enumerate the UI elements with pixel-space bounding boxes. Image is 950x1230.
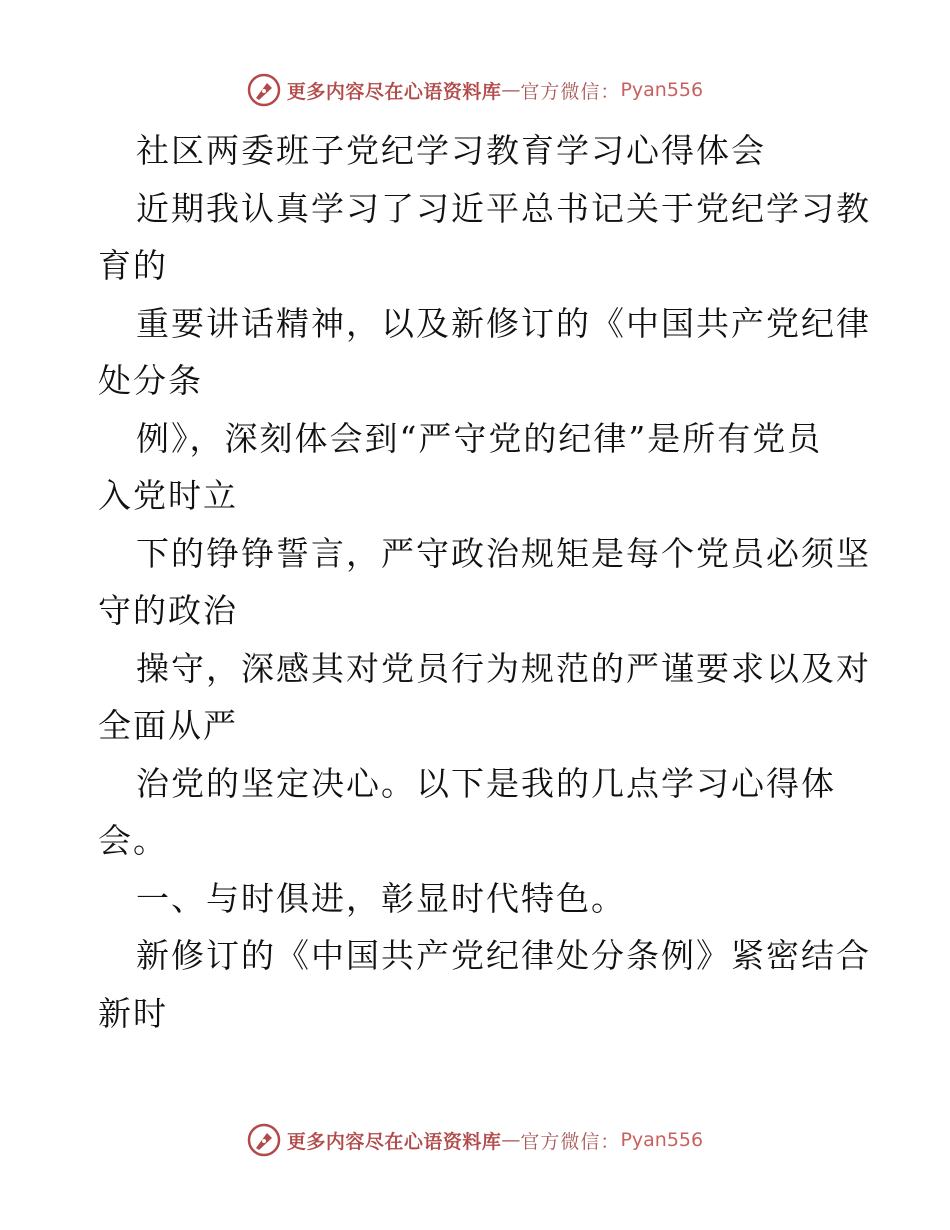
document-body (98, 122, 871, 1042)
watermark-wechat-id: Pyan556 (620, 79, 704, 101)
text-line: 下的铮铮誓言，严守政治规矩是每个党员必须坚 (136, 533, 871, 573)
text-line: 治党的坚定决心。以下是我的几点学习心得体 (136, 763, 836, 803)
section-heading: 一、与时俱进，彰显时代特色。 (136, 878, 626, 918)
document-title: 社区两委班子党纪学习教育学习心得体会 (136, 131, 766, 170)
text-line: 守的政治 (98, 591, 238, 630)
watermark-wechat-label: 官方微信： (520, 1130, 621, 1153)
text-line: 新修订的《中国共产党纪律处分条例》紧密结合 (136, 936, 871, 975)
footer-watermark (0, 1120, 950, 1160)
header-watermark (0, 70, 950, 110)
text-line: 处分条 (98, 361, 203, 400)
pen-nib-logo-icon (247, 73, 281, 107)
text-line: 新时 (98, 993, 168, 1033)
watermark-main-text: 更多内容尽在心语资料库 (286, 1130, 502, 1153)
text-line: 近期我认真学习了习近平总书记关于党纪学习教 (136, 188, 871, 228)
text-line: 育的 (98, 246, 168, 285)
watermark-wechat-id: Pyan556 (620, 1129, 704, 1151)
text-line: 全面从严 (98, 706, 238, 745)
text-line: 入党时立 (98, 476, 238, 515)
text-line: 例》，深刻体会到“严守党的纪律”是所有党员 (136, 418, 823, 458)
pen-nib-logo-icon (247, 1123, 281, 1157)
text-line: 会。 (98, 821, 168, 860)
watermark-wechat-label: 官方微信： (520, 80, 621, 103)
text-line: 重要讲话精神，以及新修订的《中国共产党纪律 (136, 303, 871, 343)
text-line: 操守，深感其对党员行为规范的严谨要求以及对 (136, 648, 871, 688)
watermark-dash: — (501, 1129, 521, 1151)
watermark-dash: — (501, 79, 521, 101)
watermark-main-text: 更多内容尽在心语资料库 (286, 80, 502, 103)
